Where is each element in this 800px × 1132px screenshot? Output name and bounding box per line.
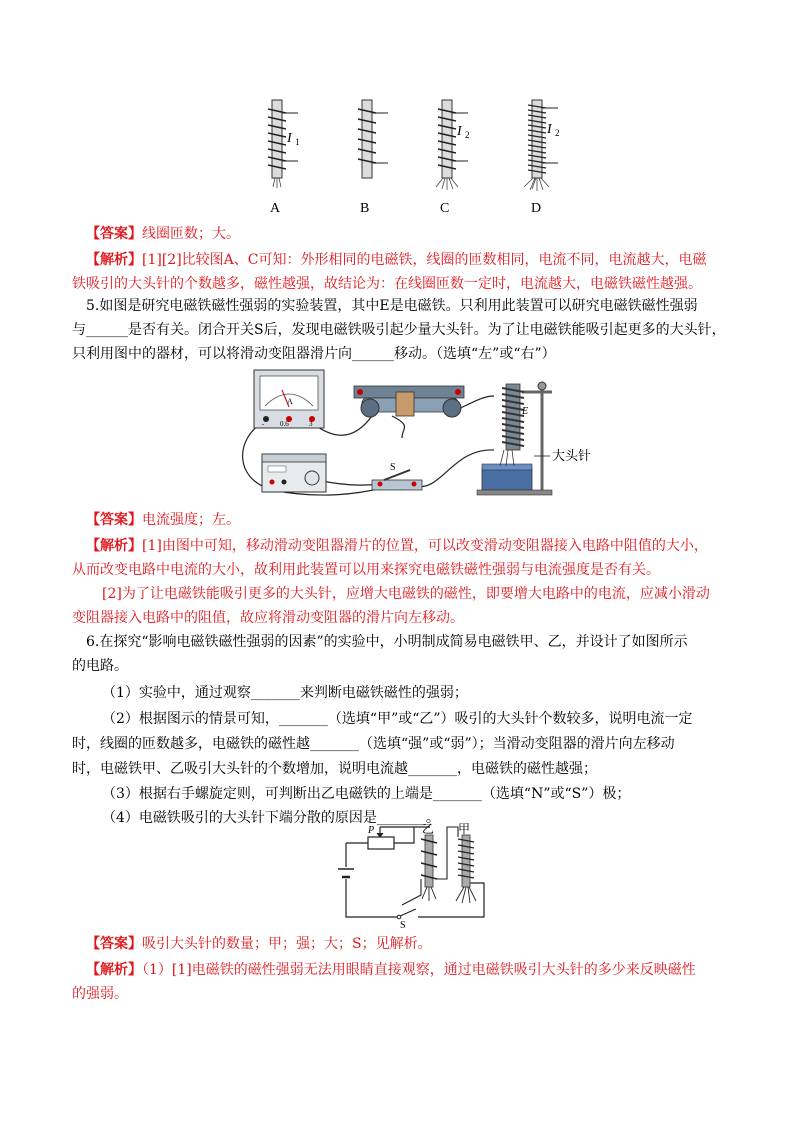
analysis-tag: 【解析】 — [86, 252, 142, 268]
answer-text: 吸引大头针的数量；甲；强；大；S；见解析。 — [142, 936, 432, 952]
question-5-line-1: 5.如图是研究电磁铁磁性强弱的实验装置，其中E是电磁铁。只利用此装置可以研究电磁铁磁性强弱 — [86, 298, 698, 314]
switch-label: S — [400, 920, 406, 931]
apparatus-figure — [232, 368, 612, 503]
ammeter — [254, 370, 324, 428]
analysis-5-line-1 — [86, 536, 746, 556]
ammeter-scale-minus: - — [262, 420, 265, 428]
figure-label-c: C — [440, 201, 450, 216]
current-label-c: I — [457, 124, 462, 139]
figure-label-b: B — [360, 201, 370, 216]
analysis-tag: 【解析】 — [86, 962, 142, 978]
analysis-tag: 【解析】 — [86, 538, 142, 554]
battery — [338, 867, 354, 879]
ammeter-scale-06: 0.6 — [280, 420, 289, 428]
answer-text: 线圈匝数；大。 — [142, 226, 240, 242]
question-6-item-2c: 时，电磁铁甲、乙吸引大头针的个数增加，说明电流越_______，电磁铁的磁性越强； — [72, 761, 597, 777]
current-label-d: I — [547, 122, 552, 137]
question-6-line-2: 的电路。 — [72, 658, 128, 674]
electromagnet-yi-label: 乙 — [422, 822, 435, 836]
figure-label-a: A — [270, 201, 281, 216]
analysis-5-line-3: [2]为了让电磁铁能吸引更多的大头针，应增大电磁铁的磁性，即要增大电路中的电流，应减小滑动 — [102, 586, 710, 602]
question-5-line-2: 与______是否有关。闭合开关S后，发现电磁铁吸引起少量大头针。为了让电磁铁能吸引起更多的大头针， — [72, 322, 726, 338]
analysis-text: （1）[1]电磁铁的磁性强弱无法用眼睛直接观察，通过电磁铁吸引大头针的多少来反映磁性 — [142, 962, 696, 978]
electromagnet-d — [524, 100, 558, 191]
question-6-item-2a: （2）根据图示的情景可知，_______（选填“甲”或“乙”）吸引的大头针个数较多，说明电流一定 — [102, 711, 693, 727]
figure-label-d: D — [531, 201, 542, 216]
electromagnet-c — [436, 100, 468, 190]
current-subscript-c: 2 — [465, 130, 470, 140]
current-subscript-a: 1 — [295, 137, 300, 147]
power-supply — [262, 454, 326, 492]
analysis-text: [1][2]比较图A、C可知：外形相同的电磁铁，线圈的匝数相同，电流不同，电流越大，电磁 — [142, 252, 707, 268]
electromagnet-jia — [437, 822, 476, 903]
answer-5 — [86, 510, 746, 530]
analysis-5-line-4: 变阻器接入电路中的阻值，故应将滑动变阻器的滑片向左移动。 — [72, 610, 464, 626]
question-6-item-1: （1）实验中，通过观察_______来判断电磁铁磁性的强弱； — [102, 685, 468, 701]
analysis-text: [1]由图中可知，移动滑动变阻器滑片的位置，可以改变滑动变阻器接入电路中阻值的大小， — [142, 538, 708, 554]
electromagnet-yi — [402, 822, 437, 905]
circuit-figure — [342, 822, 492, 931]
answer-text: 电流强度；左。 — [142, 512, 240, 528]
current-subscript-d: 2 — [555, 128, 560, 138]
analysis-5-line-2: 从而改变电路中电流的大小，故利用此装置可以用来探究电磁铁磁性强弱与电流强度是否有关。 — [72, 562, 660, 578]
switch-label: S — [390, 462, 396, 473]
ammeter-unit: A — [287, 397, 293, 406]
switch — [397, 909, 416, 931]
analysis-6-line-2: 的强弱。 — [72, 986, 128, 1002]
electromagnet-label: E — [522, 406, 529, 417]
answer-tag: 【答案】 — [86, 512, 142, 528]
slider-label: P — [368, 825, 375, 836]
question-5-line-3: 只利用图中的器材，可以将滑动变阻器滑片向______移动。（选填“左”或“右”） — [72, 346, 556, 362]
analysis-4-line-2: 铁吸引的大头针的个数越多，磁性越强，故结论为：在线圈匝数一定时，电流越大，电磁铁磁性越强。 — [72, 276, 702, 292]
question-6-item-3: （3）根据右手螺旋定则，可判断出乙电磁铁的上端是_______（选填“N”或“S”）极； — [102, 786, 631, 802]
rheostat — [367, 825, 414, 849]
electromagnet-a — [268, 100, 298, 188]
question-6-item-4: （4）电磁铁吸引的大头针下端分散的原因是_______。 — [102, 810, 440, 826]
answer-tag: 【答案】 — [86, 936, 142, 952]
answer-4 — [86, 224, 746, 244]
question-6-line-1: 6.在探究“影响电磁铁磁性强弱的因素”的实验中，小明制成简易电磁铁甲、乙，并设计了如图所示 — [86, 634, 688, 650]
question-6-item-2b: 时，线圈的匝数越多，电磁铁的磁性越_______（选填“强”或“弱”）；当滑动变阻器的滑片向左移动 — [72, 736, 675, 752]
answer-tag: 【答案】 — [86, 226, 142, 242]
analysis-6-line-1 — [86, 960, 746, 980]
electromagnet-jia-label: 甲 — [458, 822, 471, 836]
switch — [372, 462, 422, 490]
pins-label: 大头针 — [552, 448, 592, 463]
electromagnet-figure — [250, 95, 570, 220]
answer-6 — [86, 934, 746, 954]
rheostat — [354, 386, 464, 417]
current-label-a: I — [287, 131, 292, 146]
ammeter-scale-3: 3 — [309, 420, 313, 428]
electromagnet-e — [477, 382, 591, 495]
electromagnet-b — [358, 100, 388, 178]
analysis-4-line-1 — [86, 250, 746, 270]
